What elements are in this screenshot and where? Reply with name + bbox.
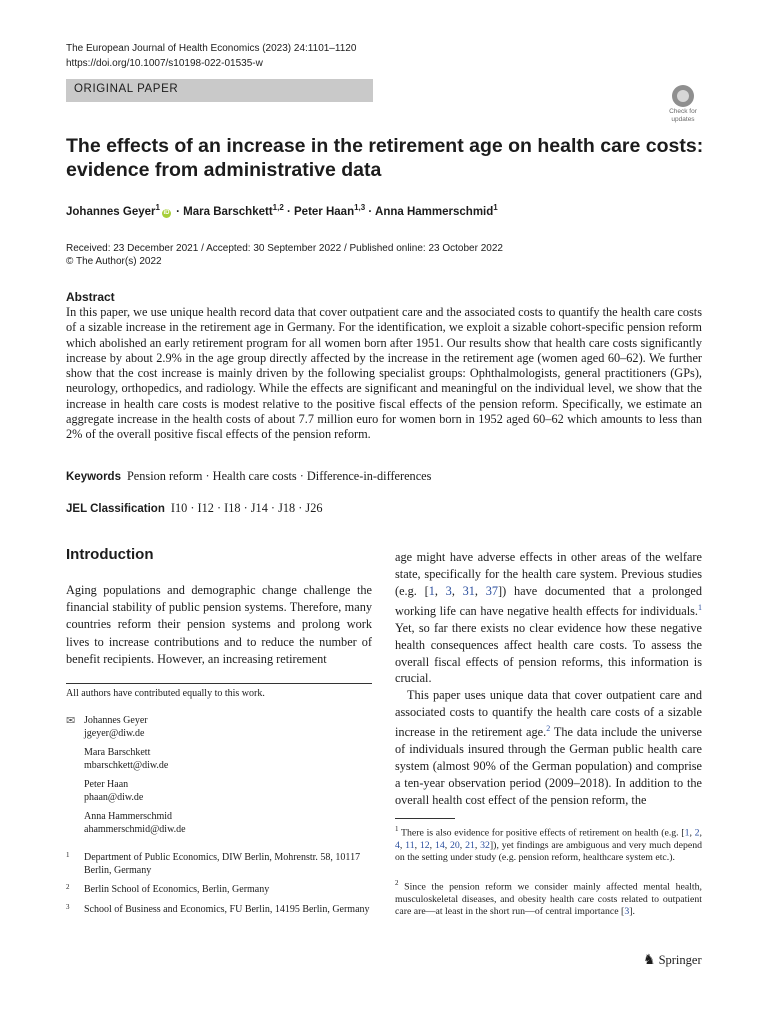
article-type-label: ORIGINAL PAPER xyxy=(74,83,179,95)
affiliation-text: Berlin School of Economics, Berlin, Germany xyxy=(84,884,270,895)
journal-header xyxy=(66,41,356,71)
affiliation-3 xyxy=(66,903,372,916)
citation-ref[interactable]: 20 xyxy=(450,839,460,851)
article-type-band xyxy=(66,79,373,102)
check-for-updates-icon xyxy=(672,85,694,107)
citation-ref[interactable]: 12 xyxy=(419,839,430,851)
footnote-marker[interactable]: 1 xyxy=(698,602,702,612)
text-run: There is also evidence for positive effects of retirement on health (e.g. [ xyxy=(398,827,685,839)
abstract-heading: Abstract xyxy=(66,290,115,304)
contact-email[interactable]: ahammerschmid@diw.de xyxy=(84,823,186,835)
footnote-divider-left xyxy=(66,683,372,684)
citation-ref[interactable]: 4 xyxy=(395,839,400,851)
footnote-divider-right xyxy=(395,818,455,819)
copyright: © The Author(s) 2022 xyxy=(66,256,162,267)
publication-dates xyxy=(66,242,503,268)
author-name[interactable]: Mara Barschkett xyxy=(183,205,273,218)
author-separator: · xyxy=(172,205,184,218)
author-name[interactable]: Anna Hammerschmid xyxy=(375,205,494,218)
footnote-1 xyxy=(395,823,702,864)
author-list xyxy=(66,203,706,218)
text-run: ]. xyxy=(629,906,635,918)
contact-email[interactable]: jgeyer@diw.de xyxy=(84,727,145,739)
journal-citation: The European Journal of Health Economics (2023) 24:1101–1120 xyxy=(66,43,357,54)
contact-email[interactable]: phaan@diw.de xyxy=(84,791,144,803)
jel-codes: I10 · I12 · I18 · J14 · J18 · J26 xyxy=(170,501,323,515)
contact-name: Johannes Geyer xyxy=(84,715,148,726)
affiliation-number: 1 xyxy=(66,851,70,859)
author-name[interactable]: Peter Haan xyxy=(294,205,355,218)
jel-classification xyxy=(66,501,706,516)
citation-ref[interactable]: 32 xyxy=(480,839,490,851)
text-run: This paper uses unique data that cover outpatient care and associated costs to quantify the health care costs of a sizable increase in the retirement age. xyxy=(395,688,702,740)
citation-ref[interactable]: 11 xyxy=(405,839,415,851)
text-run: The data include the universe of individuals insured through the German public health care system (almost 90% of the German population) and comprise a ten-year observation period (2009–2018). In addition to the overall health cost effect of the pension reform, the xyxy=(395,725,703,807)
intro-paragraph-2 xyxy=(395,687,702,808)
badge-line2: updates xyxy=(671,116,695,123)
affiliation-text: Department of Public Economics, DIW Berlin, Mohrenstr. 58, 10117 Berlin, Germany xyxy=(84,852,361,876)
citation-ref[interactable]: 1 xyxy=(684,827,690,839)
keywords xyxy=(66,469,706,484)
introduction-left-text: Aging populations and demographic change challenge the financial stability of public pension systems. Therefore, many countries reform their pension systems and prolong work lives to increase contributions and to reduce the number of benefit recipients. However, an increasing retirement xyxy=(66,583,372,666)
check-for-updates-badge[interactable] xyxy=(664,85,702,123)
affiliation-number: 3 xyxy=(66,903,70,911)
contact-3 xyxy=(66,779,372,804)
citation-ref[interactable]: 14 xyxy=(434,839,445,851)
author-affiliation: 1,2 xyxy=(272,203,284,212)
author-affiliation: 1,3 xyxy=(354,203,366,212)
author-affiliation: 1 xyxy=(493,203,498,212)
doi-link[interactable]: https://doi.org/10.1007/s10198-022-01535-w xyxy=(66,58,263,69)
contact-name: Peter Haan xyxy=(84,779,129,790)
contact-name: Mara Barschkett xyxy=(84,747,151,758)
citation-ref[interactable]: 3 xyxy=(624,906,630,918)
text-run: age might have adverse effects in other areas of the welfare state, specifically for the health care system. Previous studies (e.g. [ xyxy=(395,550,702,598)
publisher-logo xyxy=(643,952,702,969)
badge-line1: Check for xyxy=(669,108,697,115)
contact-email[interactable]: mbarschkett@diw.de xyxy=(84,759,169,771)
keywords-label: Keywords xyxy=(66,471,121,483)
affiliation-2 xyxy=(66,883,372,896)
contact-name: Anna Hammerschmid xyxy=(84,811,173,822)
affiliation-text: School of Business and Economics, FU Berlin, 14195 Berlin, Germany xyxy=(84,904,370,915)
author-affiliation: 1 xyxy=(155,203,160,212)
citation-refs: 1, 3, 31, 37 xyxy=(428,583,499,598)
jel-label: JEL Classification xyxy=(66,503,165,515)
affiliation-number: 2 xyxy=(66,883,70,891)
footnote-marker[interactable]: 2 xyxy=(546,724,551,734)
publisher-name: Springer xyxy=(658,953,702,967)
citation-ref[interactable]: 1 xyxy=(428,583,435,598)
citation-ref[interactable]: 31 xyxy=(462,583,475,598)
text-run: Yet, so far there exists no clear evidence how these negative health consequences affect health care costs. To assess the overall fiscal effects of pension reforms, this information is crucial. xyxy=(395,620,702,686)
keywords-text: Pension reform · Health care costs · Difference-in-differences xyxy=(126,469,432,483)
affiliation-1 xyxy=(66,851,372,877)
contact-1 xyxy=(66,715,372,740)
author-name[interactable]: Johannes Geyer xyxy=(66,205,156,218)
orcid-icon[interactable]: iD xyxy=(163,209,170,216)
text-run: ]), yet findings are ambiguous and very much depend on the setting under study (e.g. pension reform, healthcare system etc.). xyxy=(395,839,703,864)
date-history: Received: 23 December 2021 / Accepted: 30 September 2022 / Published online: 23 October 2022 xyxy=(66,243,503,254)
citation-ref[interactable]: 37 xyxy=(485,583,499,598)
footnote-number: 1 xyxy=(395,825,399,833)
author-separator: · xyxy=(365,205,376,218)
citation-refs: 1, 2, 4, 11, 12, 14, 20, 21, 32 xyxy=(395,827,702,851)
springer-horse-icon: ♞ xyxy=(643,953,656,968)
footnote-2 xyxy=(395,877,702,918)
contact-4 xyxy=(66,811,372,836)
citation-ref[interactable]: 3 xyxy=(445,583,452,598)
paper-title: The effects of an increase in the retirement age on health care costs: evidence from administrative data xyxy=(66,135,704,181)
citation-ref[interactable]: 21 xyxy=(465,839,475,851)
envelope-icon: ✉ xyxy=(66,715,76,727)
author-separator: · xyxy=(283,205,295,218)
footnote-number: 2 xyxy=(395,879,399,887)
text-run: ]) have documented that a prolonged working life can have negative health effects for individuals. xyxy=(395,583,702,618)
intro-paragraph-1 xyxy=(395,549,702,687)
citation-ref[interactable]: 2 xyxy=(694,827,700,839)
introduction-heading: Introduction xyxy=(66,546,154,563)
text-run: Since the pension reform we consider mainly affected mental health, musculoskeletal diseases, and obesity health care costs related to outpatient care are—at least in the short run—of central importance [ xyxy=(395,881,702,918)
introduction-right-text xyxy=(395,549,702,809)
contact-2 xyxy=(66,747,372,772)
equal-contribution-note: All authors have contributed equally to this work. xyxy=(66,688,265,699)
abstract-text: In this paper, we use unique health record data that cover outpatient care and the associated costs to quantify the health care costs of a sizable increase in the retirement age in Germany. For the identification, we exploit a sizable cohort-specific pension reform which abolished an early retirement program for all women born after 1951. Our results show that health care costs significantly increase by about 2.9% in the age group directly affected by the increase in the retirement age (women aged 60–62). We further show that the cost increase is mainly driven by the following specialist groups: Ophthalmologists, general practitioners (GPs), neurology, orthopedics, and radiology. While the effects are significant and meaningful on the individual level, we show that the increase in health care costs is modest relative to the positive fiscal effects of the pension reform. Specifically, we estimate an aggregate increase in the health costs of about 7.7 million euro for women born in 1952 aged 60–62 which amounts to less than 2% of the overall positive fiscal effects of the pension reform. xyxy=(66,305,702,442)
